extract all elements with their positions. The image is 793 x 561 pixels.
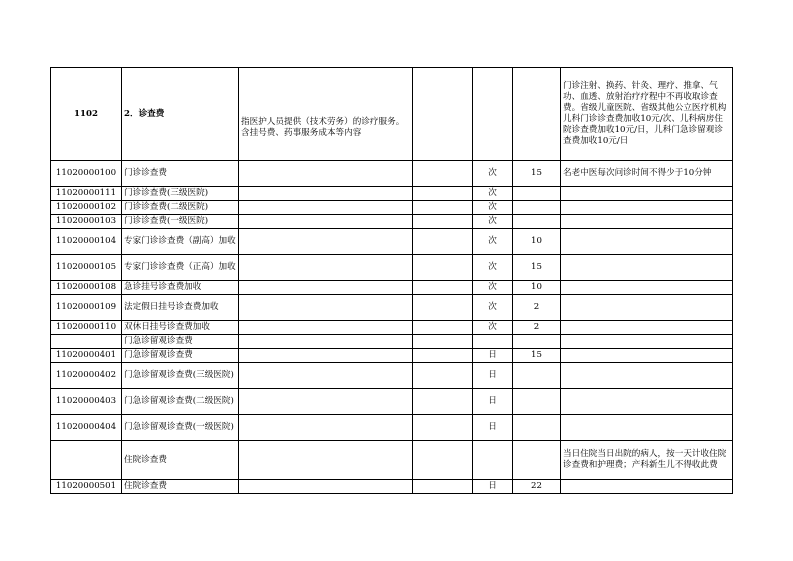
item-note bbox=[561, 480, 733, 494]
item-unit: 次 bbox=[473, 201, 513, 215]
item-content bbox=[239, 441, 413, 480]
item-code: 11020000100 bbox=[51, 161, 122, 187]
item-except bbox=[413, 335, 473, 349]
item-content bbox=[239, 335, 413, 349]
item-code: 11020000105 bbox=[51, 255, 122, 281]
item-except bbox=[413, 363, 473, 389]
item-code bbox=[51, 335, 122, 349]
item-content bbox=[239, 415, 413, 441]
item-unit: 次 bbox=[473, 161, 513, 187]
section-note: 门诊注射、换药、针灸、理疗、推拿、气功、血透、放射治疗疗程中不再收取诊查费。省级儿童医院、省级其他公立医疗机构儿科门诊诊查费加收10元/次、儿科病房住院诊查费加收10元/日，儿科门急诊留观诊查费加收10元/日 bbox=[561, 68, 733, 161]
section-row bbox=[51, 68, 733, 161]
item-unit: 日 bbox=[473, 415, 513, 441]
item-price: 22 bbox=[513, 480, 561, 494]
item-name: 专家门诊诊查费（副高）加收 bbox=[122, 229, 239, 255]
item-price: 10 bbox=[513, 281, 561, 295]
item-name: 专家门诊诊查费（正高）加收 bbox=[122, 255, 239, 281]
item-name: 双休日挂号诊查费加收 bbox=[122, 321, 239, 335]
fee-table bbox=[50, 67, 733, 494]
section-unit-cell bbox=[473, 68, 513, 161]
item-note bbox=[561, 187, 733, 201]
fee-item-row bbox=[51, 295, 733, 321]
item-except bbox=[413, 480, 473, 494]
item-code: 11020000501 bbox=[51, 480, 122, 494]
item-price: 2 bbox=[513, 321, 561, 335]
item-content bbox=[239, 201, 413, 215]
item-note bbox=[561, 363, 733, 389]
item-except bbox=[413, 295, 473, 321]
item-unit: 次 bbox=[473, 281, 513, 295]
item-except bbox=[413, 255, 473, 281]
item-code: 11020000102 bbox=[51, 201, 122, 215]
fee-item-row bbox=[51, 229, 733, 255]
item-content bbox=[239, 349, 413, 363]
item-name: 住院诊查费 bbox=[122, 480, 239, 494]
item-price bbox=[513, 363, 561, 389]
item-content bbox=[239, 161, 413, 187]
item-name: 急诊挂号诊查费加收 bbox=[122, 281, 239, 295]
section-price-cell bbox=[513, 68, 561, 161]
section-content: 指医护人员提供（技术劳务）的诊疗服务。含挂号费、药事服务成本等内容 bbox=[239, 68, 413, 161]
item-price bbox=[513, 215, 561, 229]
fee-item-row bbox=[51, 281, 733, 295]
item-content bbox=[239, 187, 413, 201]
item-note bbox=[561, 215, 733, 229]
item-name: 门诊诊查费(一级医院) bbox=[122, 215, 239, 229]
item-note bbox=[561, 295, 733, 321]
item-except bbox=[413, 441, 473, 480]
item-unit bbox=[473, 441, 513, 480]
fee-item-row bbox=[51, 363, 733, 389]
item-price bbox=[513, 335, 561, 349]
item-content bbox=[239, 215, 413, 229]
item-content bbox=[239, 389, 413, 415]
item-price: 15 bbox=[513, 349, 561, 363]
fee-item-row bbox=[51, 215, 733, 229]
item-price: 2 bbox=[513, 295, 561, 321]
item-content bbox=[239, 295, 413, 321]
item-note bbox=[561, 229, 733, 255]
item-name: 住院诊查费 bbox=[122, 441, 239, 480]
fee-item-row bbox=[51, 389, 733, 415]
item-note bbox=[561, 201, 733, 215]
item-except bbox=[413, 229, 473, 255]
item-price: 15 bbox=[513, 161, 561, 187]
item-content bbox=[239, 229, 413, 255]
item-name: 法定假日挂号诊查费加收 bbox=[122, 295, 239, 321]
item-except bbox=[413, 201, 473, 215]
item-code: 11020000404 bbox=[51, 415, 122, 441]
item-name: 门诊诊查费(二级医院) bbox=[122, 201, 239, 215]
item-code: 11020000108 bbox=[51, 281, 122, 295]
fee-item-row bbox=[51, 321, 733, 335]
item-unit: 次 bbox=[473, 229, 513, 255]
fee-item-row bbox=[51, 255, 733, 281]
item-code: 11020000110 bbox=[51, 321, 122, 335]
item-unit: 日 bbox=[473, 363, 513, 389]
item-unit: 日 bbox=[473, 480, 513, 494]
item-name: 门急诊留观诊查费(一级医院) bbox=[122, 415, 239, 441]
item-note bbox=[561, 349, 733, 363]
item-except bbox=[413, 389, 473, 415]
item-name: 门急诊留观诊查费(二级医院) bbox=[122, 389, 239, 415]
fee-item-row bbox=[51, 161, 733, 187]
fee-item-row bbox=[51, 480, 733, 494]
item-name: 门诊诊查费(三级医院) bbox=[122, 187, 239, 201]
item-content bbox=[239, 321, 413, 335]
item-unit: 次 bbox=[473, 215, 513, 229]
item-note bbox=[561, 321, 733, 335]
section-code: 1102 bbox=[51, 68, 122, 161]
item-content bbox=[239, 255, 413, 281]
item-except bbox=[413, 161, 473, 187]
item-except bbox=[413, 349, 473, 363]
item-name: 门急诊留观诊查费 bbox=[122, 349, 239, 363]
item-content bbox=[239, 363, 413, 389]
section-except-cell bbox=[413, 68, 473, 161]
item-except bbox=[413, 281, 473, 295]
item-price bbox=[513, 441, 561, 480]
item-content bbox=[239, 480, 413, 494]
item-price bbox=[513, 201, 561, 215]
fee-item-row bbox=[51, 415, 733, 441]
item-unit: 次 bbox=[473, 187, 513, 201]
item-name: 门急诊留观诊查费 bbox=[122, 335, 239, 349]
fee-table-body bbox=[51, 68, 733, 494]
item-note bbox=[561, 335, 733, 349]
item-code: 11020000402 bbox=[51, 363, 122, 389]
item-unit: 日 bbox=[473, 349, 513, 363]
item-note bbox=[561, 389, 733, 415]
item-code: 11020000401 bbox=[51, 349, 122, 363]
item-except bbox=[413, 415, 473, 441]
item-price: 10 bbox=[513, 229, 561, 255]
item-code bbox=[51, 441, 122, 480]
fee-item-row bbox=[51, 187, 733, 201]
item-name: 门诊诊查费 bbox=[122, 161, 239, 187]
item-note bbox=[561, 255, 733, 281]
item-unit: 次 bbox=[473, 295, 513, 321]
item-unit bbox=[473, 335, 513, 349]
item-unit: 日 bbox=[473, 389, 513, 415]
fee-item-row bbox=[51, 441, 733, 480]
fee-item-row bbox=[51, 335, 733, 349]
item-except bbox=[413, 187, 473, 201]
item-price bbox=[513, 415, 561, 441]
item-code: 11020000103 bbox=[51, 215, 122, 229]
item-name: 门急诊留观诊查费(三级医院) bbox=[122, 363, 239, 389]
item-except bbox=[413, 321, 473, 335]
item-note bbox=[561, 415, 733, 441]
item-price bbox=[513, 187, 561, 201]
item-note: 名老中医每次问诊时间不得少于10分钟 bbox=[561, 161, 733, 187]
item-unit: 次 bbox=[473, 321, 513, 335]
item-note: 当日住院当日出院的病人，按一天计收住院诊查费和护理费；产科新生儿不得收此费 bbox=[561, 441, 733, 480]
item-unit: 次 bbox=[473, 255, 513, 281]
item-code: 11020000109 bbox=[51, 295, 122, 321]
item-code: 11020000403 bbox=[51, 389, 122, 415]
item-price: 15 bbox=[513, 255, 561, 281]
fee-item-row bbox=[51, 349, 733, 363]
fee-item-row bbox=[51, 201, 733, 215]
item-except bbox=[413, 215, 473, 229]
item-code: 11020000104 bbox=[51, 229, 122, 255]
item-code: 11020000111 bbox=[51, 187, 122, 201]
item-price bbox=[513, 389, 561, 415]
item-note bbox=[561, 281, 733, 295]
section-name: 2．诊查费 bbox=[122, 68, 239, 161]
item-content bbox=[239, 281, 413, 295]
